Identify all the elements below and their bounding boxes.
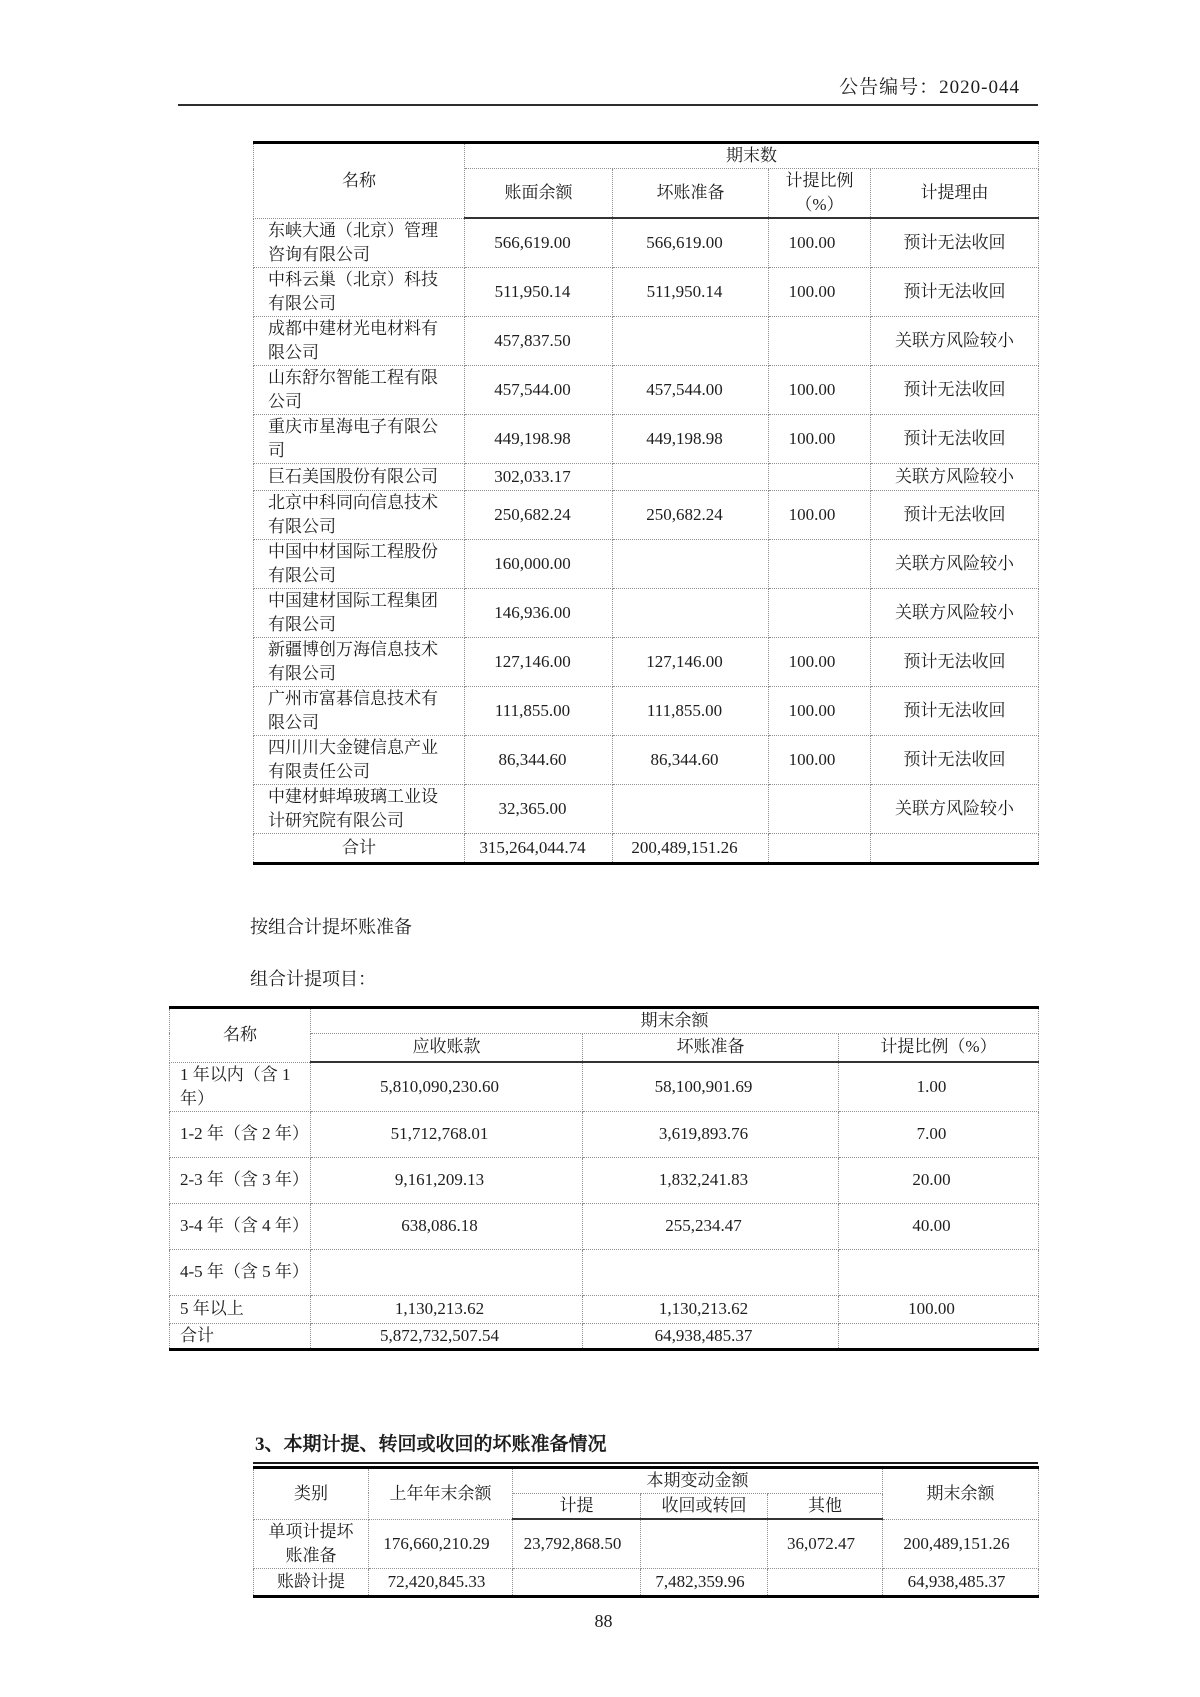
prev-year-end-balance: 72,420,845.33 [369,1568,513,1596]
book-balance: 302,033.17 [465,463,613,490]
bad-debt-provision: 457,544.00 [613,365,769,414]
col-header-accrued: 计提 [513,1493,641,1519]
provision-reason: 预计无法收回 [871,735,1039,784]
current-period-provision-table [253,1466,1039,1598]
provision-ratio: 100.00 [769,218,871,267]
total-ratio-empty [839,1323,1039,1349]
col-group-period-change: 本期变动金额 [513,1467,883,1493]
provision-reason: 预计无法收回 [871,218,1039,267]
provision-reason: 预计无法收回 [871,267,1039,316]
bad-debt-provision [613,463,769,490]
table-header-row [254,143,1039,169]
provision-reason: 关联方风险较小 [871,463,1039,490]
provision-ratio [769,316,871,365]
table-row [254,267,1039,316]
table-row [254,784,1039,833]
table-total-row [254,833,1039,863]
provision-ratio [769,539,871,588]
bad-debt-provision: 566,619.00 [613,218,769,267]
table-row [170,1203,1039,1249]
provision-amount [583,1249,839,1295]
book-balance: 511,950.14 [465,267,613,316]
provision-ratio: 100.00 [769,686,871,735]
table-row [254,490,1039,539]
table-row [254,539,1039,588]
provision-ratio: 100.00 [769,490,871,539]
period-end-balance: 200,489,151.26 [883,1519,1039,1568]
aging-group-provision-table [169,1006,1039,1351]
table-row [170,1249,1039,1295]
table-row [254,1568,1039,1596]
prev-year-end-balance: 176,660,210.29 [369,1519,513,1568]
provision-ratio [839,1249,1039,1295]
total-reason-empty [871,833,1039,863]
category-label: 单项计提坏账准备 [254,1519,369,1568]
total-book-balance: 315,264,044.74 [465,833,613,863]
table-row [170,1062,1039,1111]
book-balance: 449,198.98 [465,414,613,463]
aging-bucket: 3-4 年（含 4 年） [170,1203,311,1249]
bad-debt-provision [613,588,769,637]
table-row [254,588,1039,637]
col-header-bad-debt-provision: 坏账准备 [583,1033,839,1062]
receivable-amount [311,1249,583,1295]
col-header-name: 名称 [254,143,465,219]
aging-bucket: 1-2 年（含 2 年） [170,1111,311,1157]
company-name: 四川川大金键信息产业有限责任公司 [254,735,465,784]
company-name: 中国中材国际工程股份有限公司 [254,539,465,588]
other-amount [768,1568,883,1596]
provision-ratio: 20.00 [839,1157,1039,1203]
provision-ratio [769,463,871,490]
aging-bucket: 5 年以上 [170,1295,311,1323]
total-bad-debt-provision: 200,489,151.26 [613,833,769,863]
section-3-heading: 3、本期计提、转回或收回的坏账准备情况 [253,1429,1038,1464]
col-header-provision-ratio: 计提比例（%） [769,169,871,219]
col-header-name: 名称 [170,1007,311,1062]
table-row [254,218,1039,267]
aging-bucket: 1 年以内（含 1 年） [170,1062,311,1111]
recovered-amount [641,1519,768,1568]
table-row [254,637,1039,686]
col-header-other: 其他 [768,1493,883,1519]
provision-reason: 关联方风险较小 [871,316,1039,365]
provision-amount: 1,130,213.62 [583,1295,839,1323]
company-name: 中国建材国际工程集团有限公司 [254,588,465,637]
provision-ratio: 100.00 [769,735,871,784]
period-end-balance: 64,938,485.37 [883,1568,1039,1596]
book-balance: 146,936.00 [465,588,613,637]
provision-ratio: 40.00 [839,1203,1039,1249]
bad-debt-provision: 511,950.14 [613,267,769,316]
company-name: 新疆博创万海信息技术有限公司 [254,637,465,686]
bad-debt-provision: 449,198.98 [613,414,769,463]
table-total-row [170,1323,1039,1349]
document-header [178,0,1038,106]
bad-debt-provision [613,539,769,588]
provision-ratio [769,784,871,833]
table-row [170,1295,1039,1323]
category-label: 账龄计提 [254,1568,369,1596]
book-balance: 457,544.00 [465,365,613,414]
provision-reason: 预计无法收回 [871,637,1039,686]
section-3 [253,1429,1038,1598]
provision-amount: 3,619,893.76 [583,1111,839,1157]
provision-reason: 预计无法收回 [871,365,1039,414]
bad-debt-provision: 111,855.00 [613,686,769,735]
provision-ratio: 100.00 [769,637,871,686]
table-header-row [254,1467,1039,1493]
total-label: 合计 [170,1323,311,1349]
table-row [254,414,1039,463]
group-provision-note: 按组合计提坏账准备 [250,916,412,937]
table-row [170,1111,1039,1157]
provision-ratio: 100.00 [769,267,871,316]
col-header-recovered: 收回或转回 [641,1493,768,1519]
other-amount: 36,072.47 [768,1519,883,1568]
single-item-provision-table [253,141,1039,865]
company-name: 中建材蚌埠玻璃工业设计研究院有限公司 [254,784,465,833]
recovered-amount: 7,482,359.96 [641,1568,768,1596]
company-name: 北京中科同向信息技术有限公司 [254,490,465,539]
provision-amount: 1,832,241.83 [583,1157,839,1203]
group-provision-items-label: 组合计提项目： [250,968,376,989]
book-balance: 32,365.00 [465,784,613,833]
provision-reason: 关联方风险较小 [871,588,1039,637]
col-group-period-end: 期末数 [465,143,1039,169]
table-row [254,463,1039,490]
company-name: 中科云巢（北京）科技有限公司 [254,267,465,316]
total-receivable: 5,872,732,507.54 [311,1323,583,1349]
col-header-receivable: 应收账款 [311,1033,583,1062]
book-balance: 160,000.00 [465,539,613,588]
provision-reason: 预计无法收回 [871,686,1039,735]
total-provision: 64,938,485.37 [583,1323,839,1349]
book-balance: 457,837.50 [465,316,613,365]
company-name: 广州市富碁信息技术有限公司 [254,686,465,735]
bad-debt-provision: 250,682.24 [613,490,769,539]
col-group-period-end-balance: 期末余额 [311,1007,1039,1033]
provision-ratio: 100.00 [839,1295,1039,1323]
provision-ratio: 7.00 [839,1111,1039,1157]
book-balance: 86,344.60 [465,735,613,784]
book-balance: 250,682.24 [465,490,613,539]
provision-reason: 预计无法收回 [871,490,1039,539]
table-row [254,316,1039,365]
table-row [254,686,1039,735]
table-row [170,1157,1039,1203]
col-header-provision-reason: 计提理由 [871,169,1039,219]
col-header-prev-year-end: 上年年末余额 [369,1467,513,1519]
receivable-amount: 638,086.18 [311,1203,583,1249]
page-number: 88 [594,1610,613,1631]
provision-ratio: 1.00 [839,1062,1039,1111]
col-header-book-balance: 账面余额 [465,169,613,219]
book-balance: 566,619.00 [465,218,613,267]
col-header-period-end: 期末余额 [883,1467,1039,1519]
provision-amount: 58,100,901.69 [583,1062,839,1111]
table-header-row [170,1007,1039,1033]
bad-debt-provision [613,316,769,365]
company-name: 山东舒尔智能工程有限公司 [254,365,465,414]
bad-debt-provision: 127,146.00 [613,637,769,686]
page-content [169,0,1038,1632]
company-name: 东峡大通（北京）管理咨询有限公司 [254,218,465,267]
bad-debt-provision [613,784,769,833]
provision-reason: 预计无法收回 [871,414,1039,463]
col-header-provision-ratio: 计提比例（%） [839,1033,1039,1062]
receivable-amount: 5,810,090,230.60 [311,1062,583,1111]
book-balance: 127,146.00 [465,637,613,686]
table-row [254,1519,1039,1568]
provision-ratio: 100.00 [769,414,871,463]
aging-bucket: 2-3 年（含 3 年） [170,1157,311,1203]
table-row [254,735,1039,784]
bad-debt-provision: 86,344.60 [613,735,769,784]
aging-bucket: 4-5 年（含 5 年） [170,1249,311,1295]
accrued-amount [513,1568,641,1596]
table-row [254,365,1039,414]
col-header-bad-debt-provision: 坏账准备 [613,169,769,219]
company-name: 巨石美国股份有限公司 [254,463,465,490]
accrued-amount: 23,792,868.50 [513,1519,641,1568]
provision-ratio [769,588,871,637]
total-label: 合计 [254,833,465,863]
provision-reason: 关联方风险较小 [871,784,1039,833]
book-balance: 111,855.00 [465,686,613,735]
receivable-amount: 9,161,209.13 [311,1157,583,1203]
provision-reason: 关联方风险较小 [871,539,1039,588]
announcement-number: 公告编号：2020-044 [839,77,1020,98]
company-name: 成都中建材光电材料有限公司 [254,316,465,365]
receivable-amount: 1,130,213.62 [311,1295,583,1323]
provision-ratio: 100.00 [769,365,871,414]
col-header-category: 类别 [254,1467,369,1519]
company-name: 重庆市星海电子有限公司 [254,414,465,463]
provision-amount: 255,234.47 [583,1203,839,1249]
total-ratio-empty [769,833,871,863]
receivable-amount: 51,712,768.01 [311,1111,583,1157]
